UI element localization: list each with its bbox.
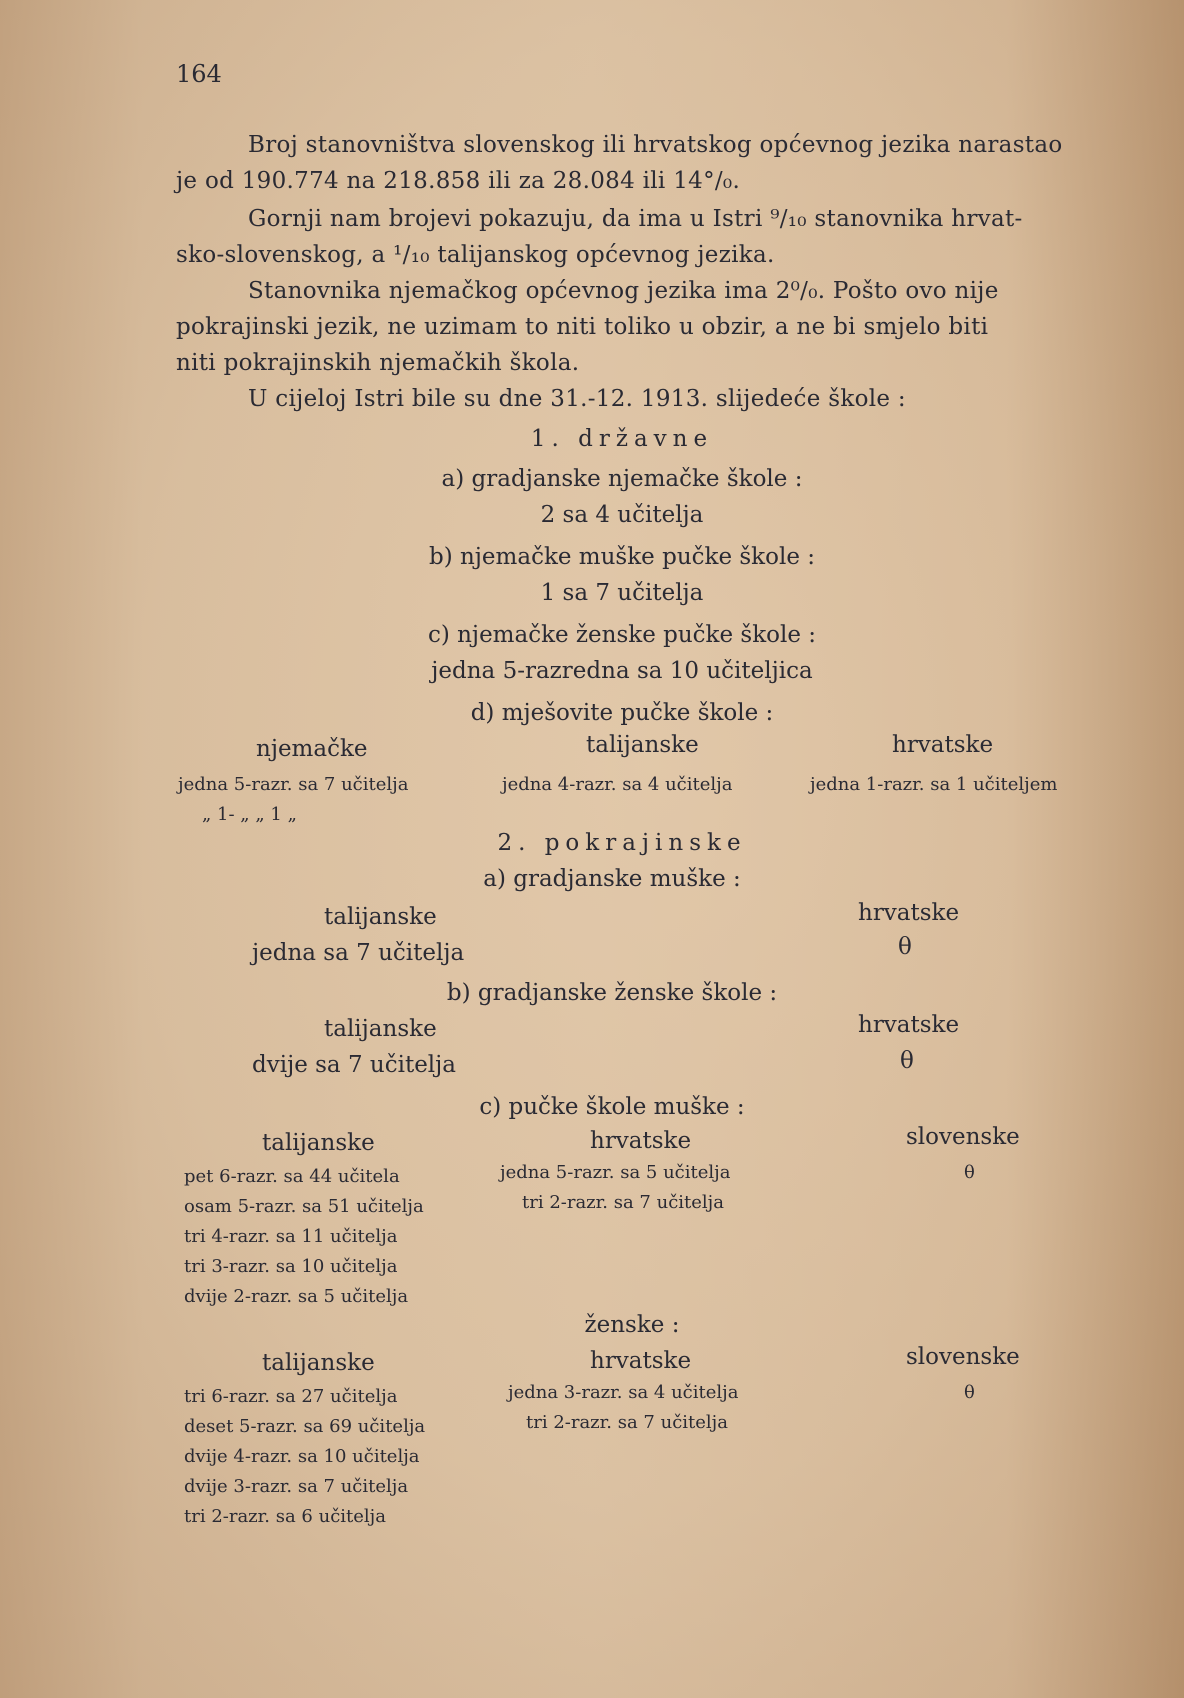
list-item: θ — [964, 1162, 975, 1183]
list-item: jedna 5-razr. sa 7 učitelja — [178, 774, 409, 795]
sec2-z-talijanske-list — [184, 1382, 425, 1532]
list-item: tri 4-razr. sa 11 učitelja — [184, 1226, 398, 1247]
list-item: tri 2-razr. sa 7 učitelja — [526, 1412, 728, 1433]
sec2-c-hrvatske-list — [500, 1158, 730, 1218]
list-item: tri 6-razr. sa 27 učitelja — [184, 1386, 398, 1407]
sec2-a-right-head: hrvatske — [858, 900, 960, 926]
intro-p3-line1: Stanovnika njemačkog općevnog jezika ima 2⁰/₀. Pošto ovo nije — [248, 278, 999, 304]
sec1-a-title: a) gradjanske njemačke škole : — [441, 466, 803, 492]
intro-p1-line2: je od 190.774 na 218.858 ili za 28.084 ili 14°/₀. — [176, 168, 741, 194]
list-item: tri 2-razr. sa 6 učitelja — [184, 1506, 386, 1527]
sec1-d-talijanske-list — [502, 770, 732, 800]
list-item: dvije 3-razr. sa 7 učitelja — [184, 1476, 409, 1497]
list-item: dvije 4-razr. sa 10 učitelja — [184, 1446, 420, 1467]
intro-p4: U cijeloj Istri bile su dne 31.-12. 1913. slijedeće škole : — [248, 386, 906, 412]
sec1-b-text: 1 sa 7 učitelja — [540, 580, 704, 606]
list-item: jedna 5-razr. sa 5 učitelja — [500, 1162, 731, 1183]
intro-p3-line2: pokrajinski jezik, ne uzimam to niti toliko u obzir, a ne bi smjelo biti — [176, 314, 989, 340]
list-item: tri 3-razr. sa 10 učitelja — [184, 1256, 398, 1277]
sec1-d-hrvatske-head: hrvatske — [892, 732, 994, 758]
intro-p2-line2: sko-slovenskog, a ¹/₁₀ talijanskog općevnog jezika. — [176, 242, 775, 268]
list-item: jedna 4-razr. sa 4 učitelja — [502, 774, 733, 795]
sec2-c-hrvatske-head: hrvatske — [590, 1128, 692, 1154]
sec2-z-talijanske-head: talijanske — [262, 1350, 375, 1376]
list-item: pet 6-razr. sa 44 učitela — [184, 1166, 400, 1187]
sec2-b-right-head: hrvatske — [858, 1012, 960, 1038]
sec2-a-left-head: talijanske — [324, 904, 437, 930]
list-item: osam 5-razr. sa 51 učitelja — [184, 1196, 424, 1217]
list-item: tri 2-razr. sa 7 učitelja — [522, 1192, 724, 1213]
sec1-title: 1. državne — [530, 426, 714, 452]
sec1-b-title: b) njemačke muške pučke škole : — [428, 544, 815, 570]
sec1-c-text: jedna 5-razredna sa 10 učiteljica — [431, 658, 813, 684]
sec2-zenske-title: ženske : — [584, 1312, 680, 1338]
sec2-c-talijanske-head: talijanske — [262, 1130, 375, 1156]
sec1-d-talijanske-head: talijanske — [586, 732, 699, 758]
list-item: jedna 3-razr. sa 4 učitelja — [508, 1382, 739, 1403]
list-item: „ 1- „ „ 1 „ — [202, 804, 297, 825]
sec1-d-hrvatske-list — [810, 770, 1057, 800]
sec2-z-hrvatske-list — [508, 1378, 738, 1438]
intro-p3-line3: niti pokrajinskih njemačkih škola. — [176, 350, 580, 376]
sec1-a-text: 2 sa 4 učitelja — [540, 502, 704, 528]
sec2-b-title: b) gradjanske ženske škole : — [446, 980, 778, 1006]
sec2-b-right-text: θ — [900, 1048, 914, 1074]
list-item: dvije 2-razr. sa 5 učitelja — [184, 1286, 409, 1307]
sec2-title: 2. pokrajinske — [497, 830, 747, 856]
sec2-a-right-text: θ — [898, 934, 912, 960]
sec2-z-slovenske-head: slovenske — [906, 1344, 1020, 1370]
sec2-a-left-text: jedna sa 7 učitelja — [252, 940, 465, 966]
page-number: 164 — [176, 60, 222, 88]
intro-p2-line1: Gornji nam brojevi pokazuju, da ima u Istri ⁹/₁₀ stanovnika hrvat- — [248, 206, 1023, 232]
sec2-b-left-head: talijanske — [324, 1016, 437, 1042]
sec1-c-title: c) njemačke ženske pučke škole : — [427, 622, 817, 648]
sec2-z-slovenske-list — [964, 1378, 975, 1408]
sec1-d-title: d) mješovite pučke škole : — [470, 700, 774, 726]
sec1-d-njemacke-head: njemačke — [256, 736, 368, 762]
sec2-c-slovenske-head: slovenske — [906, 1124, 1020, 1150]
list-item: θ — [964, 1382, 975, 1403]
sec2-c-slovenske-list — [964, 1158, 975, 1188]
sec2-a-title: a) gradjanske muške : — [483, 866, 741, 892]
sec2-c-talijanske-list — [184, 1162, 424, 1312]
sec2-z-hrvatske-head: hrvatske — [590, 1348, 692, 1374]
sec1-d-njemacke-list — [178, 770, 408, 830]
list-item: jedna 1-razr. sa 1 učiteljem — [810, 774, 1058, 795]
sec2-b-left-text: dvije sa 7 učitelja — [252, 1052, 457, 1078]
intro-p1-line1: Broj stanovništva slovenskog ili hrvatskog općevnog jezika narastao — [248, 132, 1063, 158]
list-item: deset 5-razr. sa 69 učitelja — [184, 1416, 426, 1437]
sec2-c-title: c) pučke škole muške : — [479, 1094, 745, 1120]
